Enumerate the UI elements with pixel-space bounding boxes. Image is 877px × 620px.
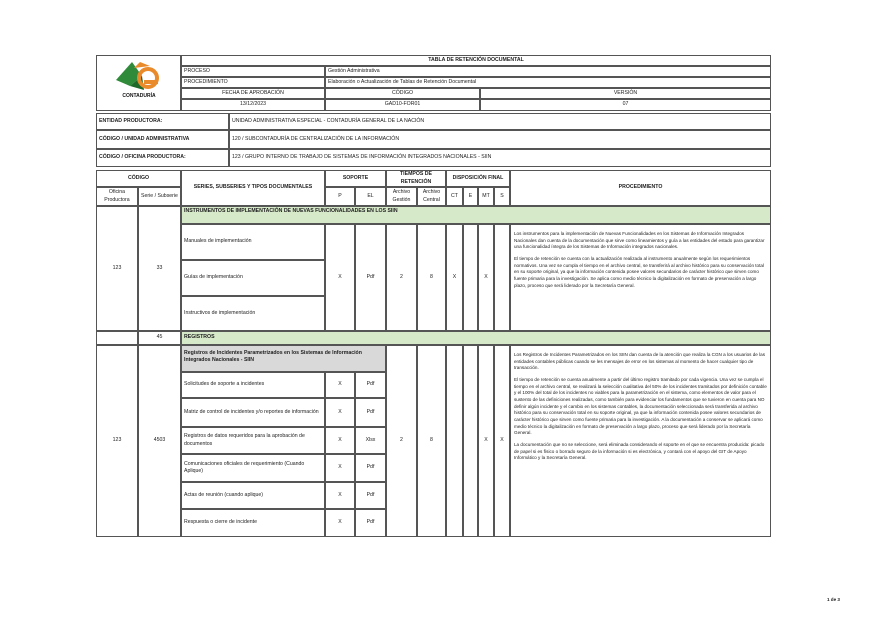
col-codigo: CÓDIGO (96, 170, 181, 187)
s1-serie: 33 (138, 206, 181, 331)
codigo-value: GAD10-FOR01 (325, 99, 480, 111)
s2-proc-p1: Los Registros de Incidentes Parametrizados en los SIIN dan cuenta de la atención que realiza la CGN a los usuarios de las entidades contables públicas cuando se les mensajes de error en los sistemas al momento de hacer cualquier tipo de transacción. (514, 352, 766, 371)
s2-ac: 8 (417, 345, 446, 537)
col-archivo-gestion: Archivo Gestión (386, 187, 417, 206)
version-label: VERSIÓN (480, 88, 771, 99)
s2-doc-6: Respuesta o cierre de incidente (181, 509, 325, 537)
entidad-label: ENTIDAD PRODUCTORA: (96, 113, 229, 130)
s2-e (463, 345, 478, 537)
s1-s (494, 224, 510, 331)
col-s: S (494, 187, 510, 206)
procedimiento-label: PROCEDIMIENTO (181, 77, 325, 88)
s2-doc-2: Matriz de control de incidentes y/o reportes de información (181, 398, 325, 427)
s2-doc-2-el: Pdf (355, 398, 386, 427)
s1-ct: X (446, 224, 463, 331)
col-disposicion: DISPOSICIÓN FINAL (446, 170, 510, 187)
s2-s: X (494, 345, 510, 537)
col-tiempos: TIEMPOS DE RETENCIÓN (386, 170, 446, 187)
col-series: SERIES, SUBSERIES Y TIPOS DOCUMENTALES (181, 170, 325, 206)
s1-ac: 8 (417, 224, 446, 331)
col-el: EL (355, 187, 386, 206)
logo-text: CONTADURÍA (122, 93, 156, 99)
s1-e (463, 224, 478, 331)
s2-doc-4-el: Pdf (355, 454, 386, 482)
col-archivo-central: Archivo Central (417, 187, 446, 206)
s2-ag: 2 (386, 345, 417, 537)
s2-doc-1-el: Pdf (355, 372, 386, 398)
s2-doc-5-el: Pdf (355, 482, 386, 509)
s1-el: Pdf (355, 224, 386, 331)
s1-mt: X (478, 224, 494, 331)
procedimiento-value: Elaboración o Actualización de Tablas de Retención Documental (325, 77, 771, 88)
s1-proc-p2: El tiempo de retención se cuenta con la actualización realizada al instrumento anualmente según los requerimientos normativos. Una vez se cumpla el tiempo en el archivo central, se transferirá al archivo histórico para su conservación total en su soporte original, ya que la información contenida posee valores secundarios de carácter histórico que sirven como fuente primaria para la investigación. Se aplica como medio técnico la digitalización en formato de preservación a largo plazo, proceso que será liderado por la Secretaría General. (514, 255, 764, 288)
col-procedimiento: PROCEDIMIENTO (510, 170, 771, 206)
s2-mt: X (478, 345, 494, 537)
s1-doc-2: Guías de implementación (181, 260, 325, 296)
s2-doc-1-p: X (325, 372, 355, 398)
s2-subserie: 4503 (138, 345, 181, 537)
s2-doc-3-el: Xlsx (355, 427, 386, 454)
col-ct: CT (446, 187, 463, 206)
proceso-label: PROCESO (181, 66, 325, 77)
s2-serie: 45 (138, 331, 181, 345)
unidad-label: CÓDIGO / UNIDAD ADMINISTRATIVA (96, 130, 229, 149)
s2-proc-p3: La documentación que no se seleccione, será eliminada considerando el soporte en el que se encuentra producida: picado de papel si es físico o borrado seguro de la información si es electrónica, y contará con el apoyo del GIT de Apoyo Informático y la Secretaría General. (514, 441, 765, 461)
s1-procedimiento (510, 224, 771, 331)
s1-title: INSTRUMENTOS DE IMPLEMENTACIÓN DE NUEVAS FUNCIONALIDADES EN LOS SIIN (181, 206, 771, 224)
s2-doc-2-p: X (325, 398, 355, 427)
col-p: P (325, 187, 355, 206)
col-e: E (463, 187, 478, 206)
col-serie: Serie / Subserie (138, 187, 181, 206)
oficina-value: 123 / GRUPO INTERNO DE TRABAJO DE SISTEMAS DE INFORMACIÓN INTEGRADOS NACIONALES - SIIN (229, 149, 771, 167)
page-number: 1 de 3 (826, 597, 840, 602)
fecha-value: 13/12/2023 (181, 99, 325, 111)
s2-oficina-blank (96, 331, 138, 345)
s2-doc-4-p: X (325, 454, 355, 482)
s2-doc-5-p: X (325, 482, 355, 509)
proceso-value: Gestión Administrativa (325, 66, 771, 77)
s1-ag: 2 (386, 224, 417, 331)
s2-doc-6-p: X (325, 509, 355, 537)
s1-proc-p1: Los instrumentos para la implementación de Nuevas Funcionalidades en los Sistemas de Información Integrados Nacionales dan cuenta de la documentación que sirve como lineamientos y guía a las entidades del estado para garantizar una funcionalidad íntegra de los Sistemas de Información integrados nacionales. (514, 231, 765, 250)
entidad-value: UNIDAD ADMINISTRATIVA ESPECIAL - CONTADURÍA GENERAL DE LA NACIÓN (229, 113, 771, 130)
col-oficina: Oficina Productora (96, 187, 138, 206)
s1-p: X (325, 224, 355, 331)
s2-proc-p2: El tiempo de retención se cuenta anualmente a partir del último registro tramitado por cada vigencia. Una vez se cumpla el tiempo en el archivo central, se realizará la selección cualitativa del 50% de los incidentes tramitados por definición contable y el 100% del total de los incidentes no viables para la parametrización en el sistema, como elementos de valor para el sustento de las definiciones realizadas, como también para evidenciar los fundamentos que se tuvieron en cuenta para NO definir algún incidente y el cambio en los sistemas contables, la documentación seleccionada será transferida al archivo histórico para su conservación total en su soporte original, ya que la información contenida posee valores secundarios de carácter histórico que sirven como fuente primaria para la investigación. A la documentación a conservar se aplicará como medio técnico la digitalización en formato de preservación a largo plazo, proceso que será liderado por la Secretaría General. (514, 376, 767, 436)
s2-sub-title: Registros de Incidentes Parametrizados en los Sistemas de Información Integrados Nacionales - SIIN (181, 345, 386, 372)
contaduria-logo (110, 58, 168, 106)
s2-doc-5: Actas de reunión (cuando aplique) (181, 482, 325, 509)
fecha-label: FECHA DE APROBACIÓN (181, 88, 325, 99)
version-value: 07 (480, 99, 771, 111)
s2-doc-3: Registros de datos requeridos para la aprobación de documentos (181, 427, 325, 454)
s2-doc-1: Solicitudes de soporte a incidentes (181, 372, 325, 398)
s2-doc-4: Comunicaciones oficiales de requerimiento (Cuando Aplique) (181, 454, 325, 482)
s2-oficina: 123 (96, 345, 138, 537)
unidad-value: 120 / SUBCONTADURÍA DE CENTRALIZACIÓN DE LA INFORMACIÓN (229, 130, 771, 149)
s2-ct (446, 345, 463, 537)
s2-title: REGISTROS (181, 331, 771, 345)
col-soporte: SOPORTE (325, 170, 386, 187)
s2-procedimiento (510, 345, 771, 537)
codigo-label: CÓDIGO (325, 88, 480, 99)
s1-oficina: 123 (96, 206, 138, 331)
s2-doc-6-el: Pdf (355, 509, 386, 537)
oficina-label: CÓDIGO / OFICINA PRODUCTORA: (96, 149, 229, 167)
col-mt: MT (478, 187, 494, 206)
doc-title: TABLA DE RETENCIÓN DOCUMENTAL (181, 55, 771, 66)
s1-doc-3: Instructivos de implementación (181, 296, 325, 331)
s2-doc-3-p: X (325, 427, 355, 454)
s1-doc-1: Manuales de implementación (181, 224, 325, 260)
